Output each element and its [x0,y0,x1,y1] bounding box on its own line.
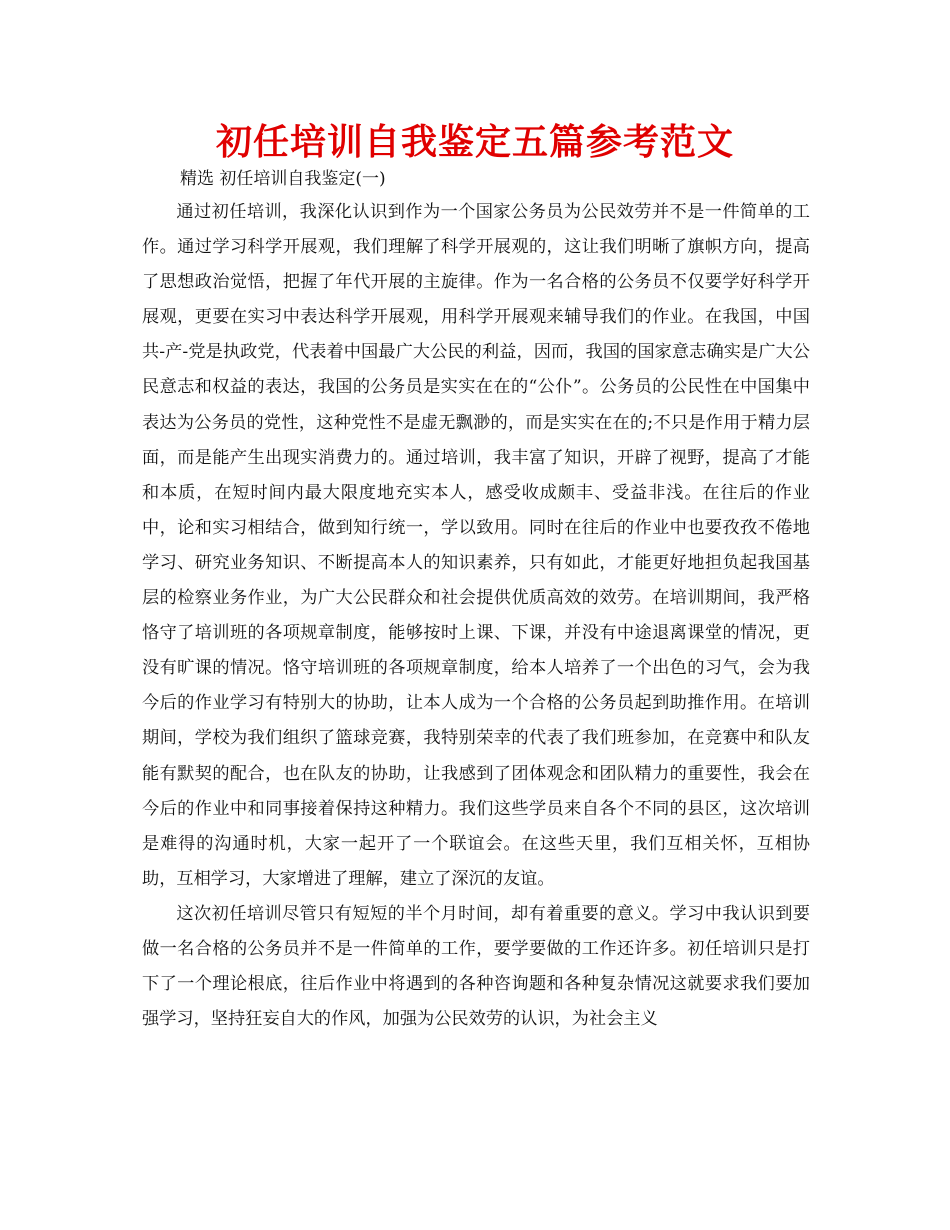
document-title: 初任培训自我鉴定五篇参考范文 [215,122,734,163]
document-subtitle: 精选 初任培训自我鉴定(一) [180,169,386,189]
paragraph-1: 通过初任培训，我深化认识到作为一个国家公务员为公民效劳并不是一件简单的工作。通过学习科学开展观，我们理解了科学开展观的，这让我们明晰了旗帜方向，提高了思想政治觉悟，把握了年代开展的主旋律。作为一名合格的公务员不仅要学好科学开展观，更要在实习中表达科学开展观，用科学开展观来辅导我们的作业。在我国，中国共-产-党是执政党，代表着中国最广大公民的利益，因而，我国的国家意志确实是广大公民意志和权益的表达，我国的公务员是实实在在的“公仆”。公务员的公民性在中国集中表达为公务员的党性，这种党性不是虚无飘渺的，而是实实在在的;不只是作用于精力层面，而是能产生出现实消费力的。通过培训，我丰富了知识，开辟了视野，提高了才能和本质，在短时间内最大限度地充实本人，感受收成颇丰、受益非浅。在往后的作业中，论和实习相结合，做到知行统一，学以致用。同时在往后的作业中也要孜孜不倦地学习、研究业务知识、不断提高本人的知识素养，只有如此，才能更好地担负起我国基层的检察业务作业，为广大公民群众和社会提供优质高效的效劳。在培训期间，我严格恪守了培训班的各项规章制度，能够按时上课、下课，并没有中途退离课堂的情况，更没有旷课的情况。恪守培训班的各项规章制度，给本人培养了一个出色的习气，会为我今后的作业学习有特别大的协助，让本人成为一个合格的公务员起到助推作用。在培训期间，学校为我们组织了篮球竞赛，我特别荣幸的代表了我们班参加，在竞赛中和队友能有默契的配合，也在队友的协助，让我感到了团体观念和团队精力的重要性，我会在今后的作业中和同事接着保持这种精力。我们这些学员来自各个不同的县区，这次培训是难得的沟通时机，大家一起开了一个联谊会。在这些天里，我们互相关怀，互相协助，互相学习，大家增进了理解，建立了深沉的友谊。 [142,202,810,889]
paragraph-2: 这次初任培训尽管只有短短的半个月时间，却有着重要的意义。学习中我认识到要做一名合格的公务员并不是一件简单的工作，要学要做的工作还许多。初任培训只是打下了一个理论根底，往后作业中将遇到的各种咨询题和各种复杂情况这就要求我们要加强学习，坚持狂妄自大的作风，加强为公民效劳的认识，为社会主义 [142,903,810,1030]
document-body [142,195,810,1037]
